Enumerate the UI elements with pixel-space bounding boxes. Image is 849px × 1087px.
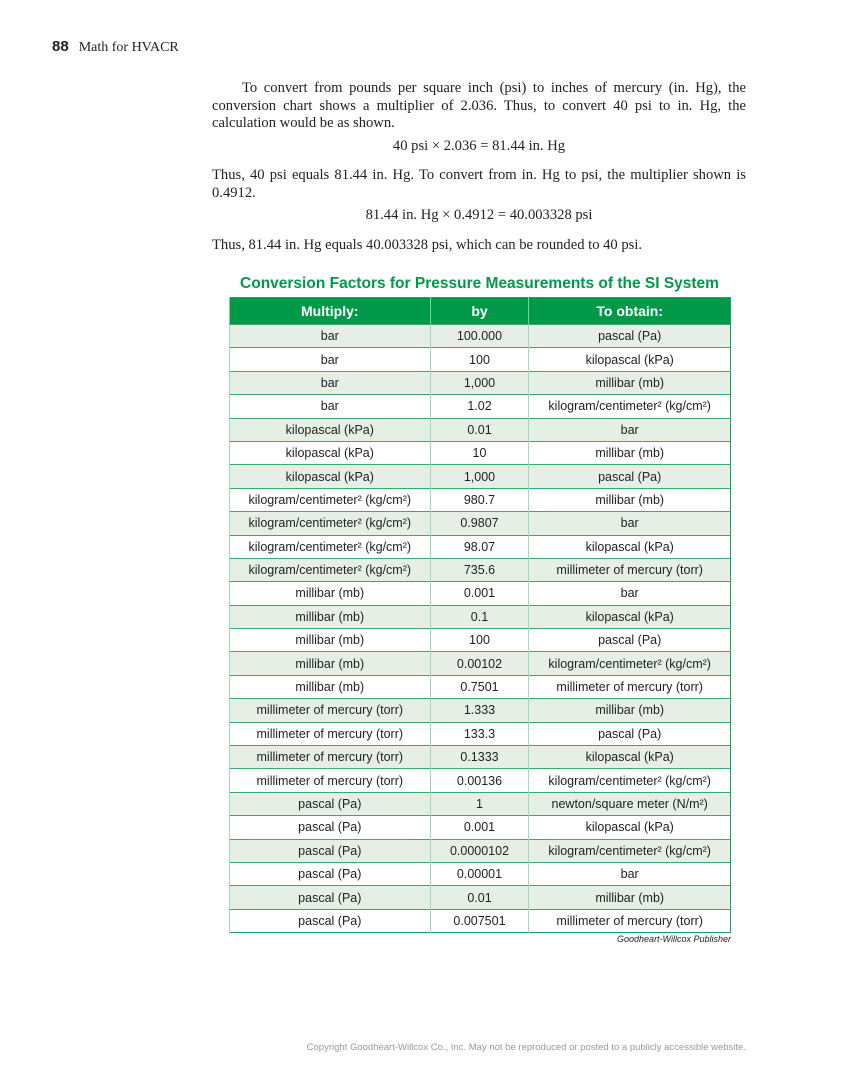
cell-multiply: bar (230, 348, 431, 371)
cell-to-obtain: bar (529, 418, 731, 441)
table-row (230, 769, 731, 792)
cell-to-obtain: millibar (mb) (529, 886, 731, 909)
table-title: Conversion Factors for Pressure Measurements of the SI System (240, 275, 719, 292)
table-row (230, 535, 731, 558)
cell-multiply: kilogram/centimeter² (kg/cm²) (230, 535, 431, 558)
cell-to-obtain: kilopascal (kPa) (529, 746, 731, 769)
table-row (230, 699, 731, 722)
cell-to-obtain: millibar (mb) (529, 488, 731, 511)
cell-multiply: pascal (Pa) (230, 792, 431, 815)
column-header-to-obtain: To obtain: (529, 298, 731, 325)
table-credit: Goodheart-Willcox Publisher (617, 934, 731, 944)
cell-to-obtain: kilopascal (kPa) (529, 605, 731, 628)
table-row (230, 395, 731, 418)
book-title: Math for HVACR (78, 40, 179, 55)
cell-multiply: millimeter of mercury (torr) (230, 699, 431, 722)
cell-factor: 100 (430, 348, 529, 371)
table-header-row (230, 298, 731, 325)
cell-factor: 0.001 (430, 582, 529, 605)
cell-to-obtain: bar (529, 582, 731, 605)
cell-to-obtain: millibar (mb) (529, 371, 731, 394)
cell-multiply: millimeter of mercury (torr) (230, 769, 431, 792)
cell-to-obtain: kilogram/centimeter² (kg/cm²) (529, 652, 731, 675)
paragraph-2: Thus, 40 psi equals 81.44 in. Hg. To convert from in. Hg to psi, the multiplier shown is 0.4912. (212, 167, 746, 201)
cell-multiply: millibar (mb) (230, 652, 431, 675)
cell-multiply: kilopascal (kPa) (230, 441, 431, 464)
cell-multiply: millimeter of mercury (torr) (230, 746, 431, 769)
cell-factor: 0.01 (430, 418, 529, 441)
cell-factor: 10 (430, 441, 529, 464)
cell-to-obtain: pascal (Pa) (529, 629, 731, 652)
cell-multiply: pascal (Pa) (230, 816, 431, 839)
table-row (230, 792, 731, 815)
cell-to-obtain: pascal (Pa) (529, 325, 731, 348)
cell-to-obtain: kilopascal (kPa) (529, 348, 731, 371)
cell-factor: 0.0000102 (430, 839, 529, 862)
equation-1: 40 psi × 2.036 = 81.44 in. Hg (392, 138, 566, 154)
cell-factor: 1,000 (430, 371, 529, 394)
column-header-by: by (430, 298, 529, 325)
paragraph-3: Thus, 81.44 in. Hg equals 40.003328 psi, which can be rounded to 40 psi. (212, 237, 643, 253)
cell-multiply: millibar (mb) (230, 629, 431, 652)
table-row (230, 582, 731, 605)
table-row (230, 839, 731, 862)
table-row (230, 652, 731, 675)
cell-multiply: pascal (Pa) (230, 862, 431, 885)
table-row (230, 348, 731, 371)
cell-to-obtain: newton/square meter (N/m²) (529, 792, 731, 815)
table-row (230, 325, 731, 348)
table-row (230, 558, 731, 581)
table-row (230, 629, 731, 652)
cell-to-obtain: kilopascal (kPa) (529, 816, 731, 839)
paragraph-1: To convert from pounds per square inch (psi) to inches of mercury (in. Hg), the conversion chart shows a multiplier of 2.036. Thus, to convert 40 psi to in. Hg, the calculation would be as shown. (212, 80, 746, 131)
cell-factor: 1.02 (430, 395, 529, 418)
cell-to-obtain: kilogram/centimeter² (kg/cm²) (529, 769, 731, 792)
cell-factor: 1 (430, 792, 529, 815)
cell-factor: 100 (430, 629, 529, 652)
cell-factor: 0.9807 (430, 512, 529, 535)
table-row (230, 441, 731, 464)
cell-to-obtain: bar (529, 512, 731, 535)
cell-multiply: kilogram/centimeter² (kg/cm²) (230, 512, 431, 535)
table-row (230, 862, 731, 885)
cell-multiply: pascal (Pa) (230, 909, 431, 932)
running-header (52, 38, 179, 56)
table-row (230, 675, 731, 698)
cell-to-obtain: millibar (mb) (529, 441, 731, 464)
table-row (230, 605, 731, 628)
cell-factor: 735.6 (430, 558, 529, 581)
cell-factor: 0.001 (430, 816, 529, 839)
cell-multiply: kilogram/centimeter² (kg/cm²) (230, 488, 431, 511)
cell-factor: 0.00102 (430, 652, 529, 675)
cell-to-obtain: millibar (mb) (529, 699, 731, 722)
cell-factor: 133.3 (430, 722, 529, 745)
cell-multiply: bar (230, 371, 431, 394)
cell-factor: 980.7 (430, 488, 529, 511)
cell-multiply: bar (230, 395, 431, 418)
cell-multiply: kilopascal (kPa) (230, 418, 431, 441)
cell-factor: 1.333 (430, 699, 529, 722)
table-row (230, 488, 731, 511)
cell-to-obtain: pascal (Pa) (529, 722, 731, 745)
cell-factor: 0.00001 (430, 862, 529, 885)
cell-multiply: pascal (Pa) (230, 839, 431, 862)
cell-multiply: millibar (mb) (230, 582, 431, 605)
cell-multiply: kilopascal (kPa) (230, 465, 431, 488)
cell-factor: 98.07 (430, 535, 529, 558)
cell-multiply: millimeter of mercury (torr) (230, 722, 431, 745)
cell-factor: 0.1333 (430, 746, 529, 769)
cell-to-obtain: millimeter of mercury (torr) (529, 675, 731, 698)
cell-factor: 0.1 (430, 605, 529, 628)
table-row (230, 886, 731, 909)
table-row (230, 722, 731, 745)
table-row (230, 512, 731, 535)
table-row (230, 909, 731, 932)
cell-multiply: kilogram/centimeter² (kg/cm²) (230, 558, 431, 581)
cell-factor: 0.007501 (430, 909, 529, 932)
cell-to-obtain: millimeter of mercury (torr) (529, 558, 731, 581)
cell-to-obtain: kilogram/centimeter² (kg/cm²) (529, 839, 731, 862)
equation-2: 81.44 in. Hg × 0.4912 = 40.003328 psi (365, 207, 593, 223)
cell-multiply: pascal (Pa) (230, 886, 431, 909)
table-row (230, 418, 731, 441)
table-row (230, 371, 731, 394)
cell-factor: 0.00136 (430, 769, 529, 792)
cell-factor: 100.000 (430, 325, 529, 348)
table-row (230, 465, 731, 488)
copyright-notice: Copyright Goodheart-Willcox Co., Inc. May not be reproduced or posted to a publicly accessible website. (306, 1042, 746, 1053)
cell-multiply: bar (230, 325, 431, 348)
cell-to-obtain: kilogram/centimeter² (kg/cm²) (529, 395, 731, 418)
cell-multiply: millibar (mb) (230, 675, 431, 698)
cell-factor: 1,000 (430, 465, 529, 488)
conversion-table (229, 297, 731, 933)
cell-to-obtain: bar (529, 862, 731, 885)
table-row (230, 746, 731, 769)
cell-multiply: millibar (mb) (230, 605, 431, 628)
page-number: 88 (52, 38, 69, 55)
cell-factor: 0.01 (430, 886, 529, 909)
cell-to-obtain: millimeter of mercury (torr) (529, 909, 731, 932)
cell-factor: 0.7501 (430, 675, 529, 698)
cell-to-obtain: kilopascal (kPa) (529, 535, 731, 558)
cell-to-obtain: pascal (Pa) (529, 465, 731, 488)
column-header-multiply: Multiply: (230, 298, 431, 325)
table-row (230, 816, 731, 839)
